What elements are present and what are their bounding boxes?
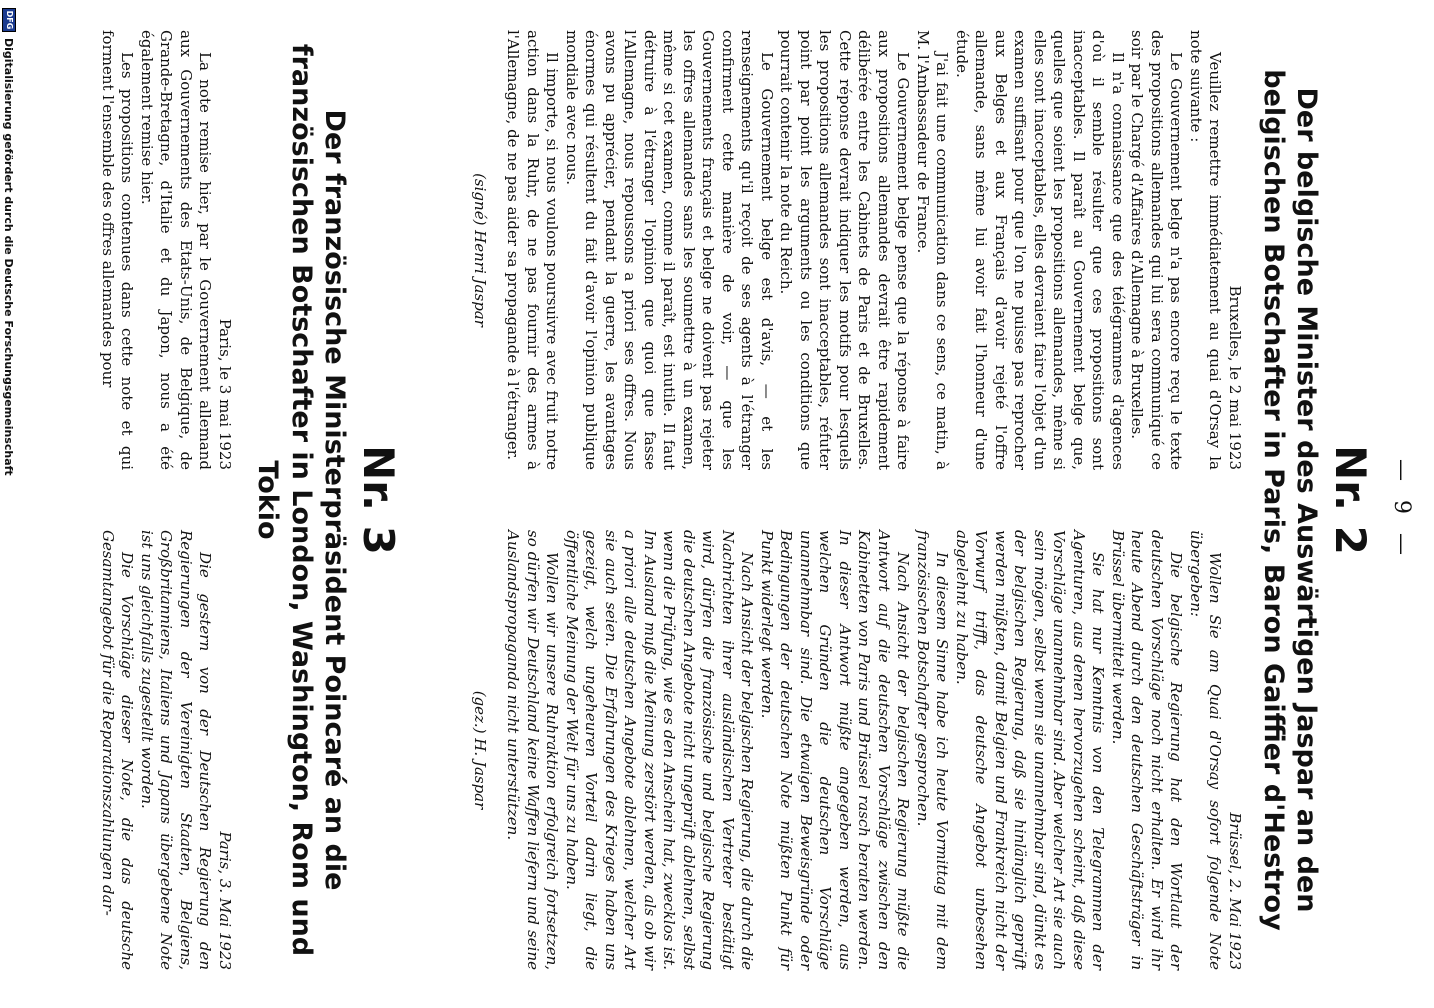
nr3-french-column <box>98 30 235 470</box>
nr3-de-paragraph: Die Vorschläge dieser Note, die das deutsche Gesamtangebot für die Reparationszahlungen dar- <box>99 530 137 970</box>
page-number: — 9 — <box>1389 459 1414 561</box>
nr2-fr-paragraph: Il n'a connaissance que des télégrammes d'agences d'où il semble résulter que ces propositions sont inacceptables. Il paraît au Gouvernement belge que, quelles que soient les propositions allemandes, même si elles sont inacceptables, elles devraient faire l'objet d'un examen suffisant pour que l'on ne puisse pas reprocher aux Belges et aux Français d'avoir rejeté l'offre allemande, sans même lui avoir fait l'honneur d'une étude. <box>953 30 1127 470</box>
nr2-french-column <box>470 30 1245 470</box>
nr3-fr-paragraph: La note remise hier, par le Gouvernement allemand aux Gouvernements des Etats-Unis, de Belgique, de Grande-Bretagne, d'Italie et du Japon, nous a été également remise hier. <box>138 30 215 470</box>
nr2-fr-paragraph: Le Gouvernement belge pense que la réponse à faire aux propositions allemandes devrait être rapidement délibérée entre les Cabinets de Paris et de Bruxelles. Cette réponse devrait indiquer les motifs pour lesquels les propositions allemandes sont inacceptables, réfuter point par point les arguments ou les conditions que pourrait contenir la note du Reich. <box>777 30 913 470</box>
nr2-de-paragraph: Nach Ansicht der belgischen Regierung müßte die Antwort auf die deutschen Vorschläge zwischen den Kabinetten von Paris und Brüssel rasch beraten werden. In dieser Antwort müßte angegeben werden, aus welchen Gründen die deutschen Vorschläge unannehmbar sind. Die etwaigen Beweisgründe oder Bedingungen der deutschen Note müßten Punkt für Punkt widerlegt werden. <box>758 530 913 970</box>
digitization-footer <box>0 0 18 1008</box>
nr2-fr-paragraph: Le Gouvernement belge est d'avis, — et les renseignements qu'il reçoit de ses agents à l'étranger confirment cette manière de voir, — que les Gouvernements français et belge ne doivent pas rejeter les offres allemandes sans les soumettre à un examen, même si cet examen, comme il paraît, est inutile. Il faut détruire à l'étranger l'opinion que quoi que fasse l'Allemagne, nous repoussons a priori ses offres. Nous avons pu apprécier, pendant la guerre, les avantages énormes qui résultent du fait d'avoir l'opinion publique mondiale avec nous. <box>563 30 776 470</box>
nr3-german-column <box>98 530 235 970</box>
nr2-de-paragraph: Wollen Sie am Quai d'Orsay sofort folgende Note übergeben: <box>1187 530 1225 970</box>
nr2-heading: Nr. 2 <box>1326 445 1375 555</box>
nr3-heading: Nr. 3 <box>354 445 403 555</box>
nr2-fr-paragraph: J'ai fait une communication dans ce sens, ce matin, à M. l'Ambassadeur de France. <box>914 30 952 470</box>
nr2-de-signature: (gez.) H. Jaspar <box>471 690 489 810</box>
nr2-de-paragraph: Sie hat nur Kenntnis von den Telegrammen der Agenturen, aus denen hervorzugehen scheint, daß diese Vorschläge unannehmbar sind. Aber welcher Art sie auch sein mögen, selbst wenn sie unannehmbar sind, dünkt es der belgischen Regierung, daß sie hinlänglich geprüft werden müßten, damit Belgien und Frankreich nicht der Vorwurf trifft, das deutsche Angebot unbesehen abgelehnt zu haben. <box>953 530 1108 970</box>
nr2-header <box>1256 20 1376 980</box>
nr3-de-paragraph: Die gestern von der Deutschen Regierung den Regierungen der Vereinigten Staaten, Belgiens, Großbritanniens, Italiens und Japans übergebene Note ist uns gleichfalls zugestellt worden. <box>138 530 215 970</box>
nr2-de-paragraph: Die belgische Regierung hat den Wortlaut der deutschen Vorschläge noch nicht erhalten. Er wird ihr heute Abend durch den deutschen Geschäftsträger in Brüssel übermittelt werden. <box>1109 530 1186 970</box>
nr2-title: Der belgische Minister des Auswärtigen Jaspar an den belgischen Botschafter in Paris, Baron Gaiffier d'Hestroy <box>1257 69 1323 931</box>
nr3-fr-place-date: Paris, le 3 mai 1923 <box>216 318 234 470</box>
nr2-de-paragraph: Wollen wir unsere Ruhraktion erfolgreich fortsetzen, so dürfen wir Deutschland keine Waffen liefern und seine Auslandspropaganda nicht unterstützen. <box>504 530 562 970</box>
nr2-fr-paragraph: Veuillez remettre immédiatement au quai d'Orsay la note suivante : <box>1187 30 1225 470</box>
nr2-fr-paragraph: Le Gouvernement belge n'a pas encore reçu le texte des propositions allemandes qui lui sera communiqué ce soir par le Chargé d'Affaires d'Allemagne à Bruxelles. <box>1128 30 1186 470</box>
nr3-header <box>250 20 404 980</box>
nr2-fr-signature: (signé) Henri Jaspar <box>471 173 489 327</box>
nr3-de-place-date: Paris, 3. Mai 1923 <box>216 831 234 970</box>
dfg-logo-icon: DFG <box>2 8 16 32</box>
nr2-de-place-date: Brüssel, 2. Mai 1923 <box>1226 812 1244 970</box>
footer-text: Digitalisierung gefördert durch die Deutsche Forschungsgemeinschaft <box>2 38 16 476</box>
nr3-fr-paragraph: Les propositions contenues dans cette note et qui forment l'ensemble des offres allemandes pour <box>99 30 137 470</box>
nr2-fr-place-date: Bruxelles, le 2 mai 1923 <box>1226 285 1244 470</box>
nr2-de-paragraph: In diesem Sinne habe ich heute Vormittag mit dem französischen Botschafter gesprochen. <box>914 530 952 970</box>
nr2-fr-paragraph: Il importe, si nous voulons poursuivre avec fruit notre action dans la Ruhr, de ne pas fournir des armes à l'Allemagne, de ne pas aider sa propagande à l'étranger. <box>504 30 562 470</box>
nr3-title: Der französische Ministerpräsident Poincaré an die französischen Botschafter in London, Washington, Rom und Tokio <box>252 43 351 957</box>
nr2-de-paragraph: Nach Ansicht der belgischen Regierung, die durch die Nachrichten ihrer ausländischen Vertreter bestätigt wird, dürfen die französische und belgische Regierung die deutschen Angebote nicht ungeprüft ablehnen, selbst wenn die Prüfung, wie es den Anschein hat, zwecklos ist. Im Ausland muß die Meinung zerstört werden, als ob wir a priori alle deutschen Angebote ablehnen, welcher Art sie auch seien. Die Erfahrungen des Krieges haben uns gezeigt, welch ungeheuren Vorteil darin liegt, die öffentliche Meinung der Welt für uns zu haben. <box>563 530 757 970</box>
nr2-german-column <box>470 530 1245 970</box>
